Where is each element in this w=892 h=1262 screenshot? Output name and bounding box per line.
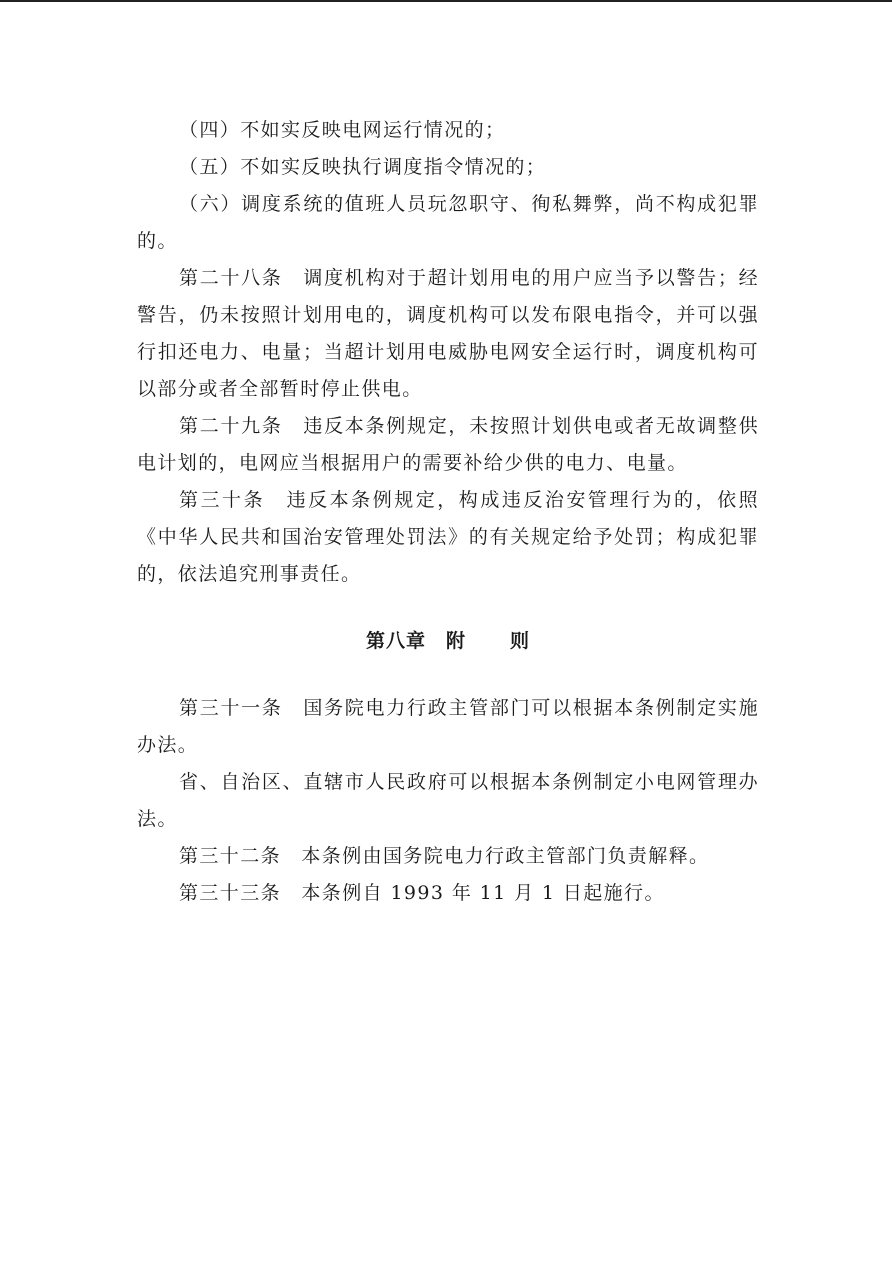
article-31: 第三十一条 国务院电力行政主管部门可以根据本条例制定实施办法。 [137,697,759,756]
chapter-heading [137,623,759,660]
chapter-title-second: 则 [510,630,531,652]
article-30: 第三十条 违反本条例规定，构成违反治安管理行为的，依照《中华人民共和国治安管理处罚法》的有关规定给予处罚；构成犯罪的，依法追究刑事责任。 [137,489,759,585]
article-32: 第三十二条 本条例由国务院电力行政主管部门负责解释。 [179,845,710,867]
provincial-clause: 省、自治区、直辖市人民政府可以根据本条例制定小电网管理办法。 [137,771,759,830]
clause-4: （四）不如实反映电网运行情况的； [179,119,506,141]
document-page [137,112,759,912]
top-border-line [0,0,892,2]
chapter-number: 第八章 [365,630,426,652]
article-29: 第二十九条 违反本条例规定，未按照计划供电或者无故调整供电计划的，电网应当根据用户的需要补给少供的电力、电量。 [137,415,759,474]
clause-6: （六）调度系统的值班人员玩忽职守、徇私舞弊，尚不构成犯罪的。 [137,193,759,252]
article-28: 第二十八条 调度机构对于超计划用电的用户应当予以警告；经警告，仍未按照计划用电的，调度机构可以发布限电指令，并可以强行扣还电力、电量；当超计划用电威胁电网安全运行时，调度机构可以部分或者全部暂时停止供电。 [137,267,759,400]
clause-5: （五）不如实反映执行调度指令情况的； [179,156,547,178]
article-33: 第三十三条 本条例自 1993 年 11 月 1 日起施行。 [179,882,665,904]
chapter-title-first: 附 [445,630,466,652]
